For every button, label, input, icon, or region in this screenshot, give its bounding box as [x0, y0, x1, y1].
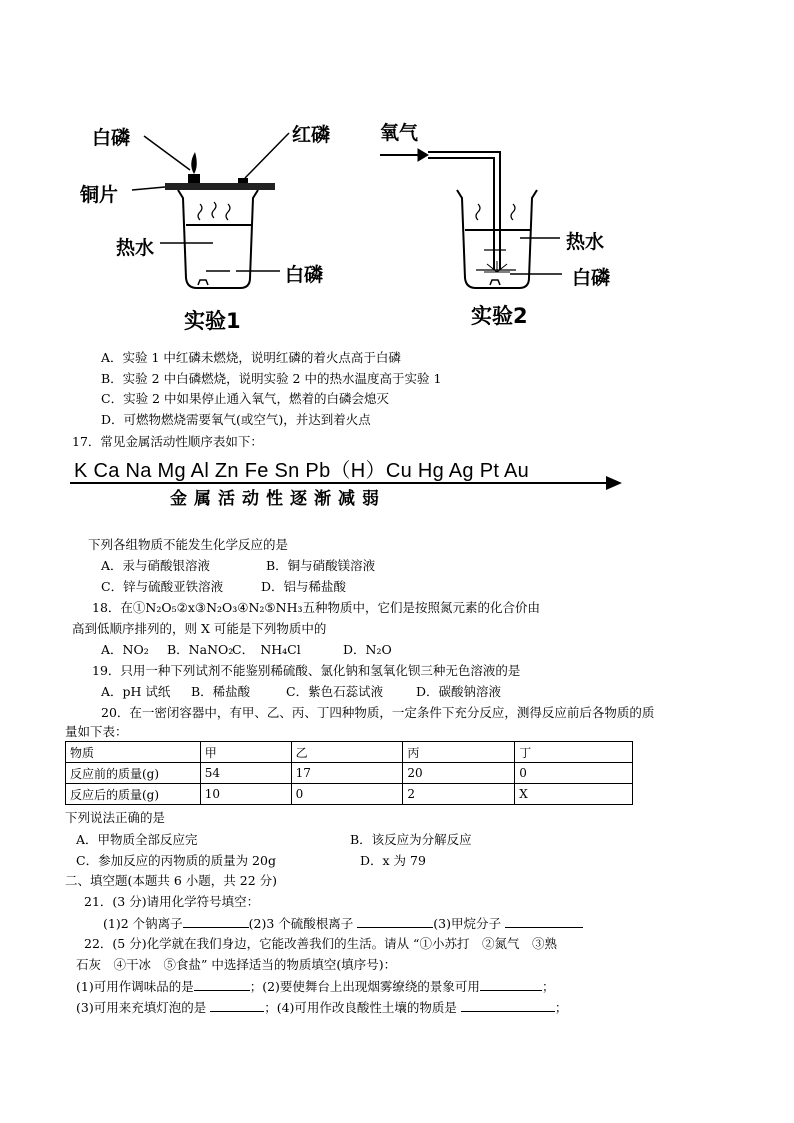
q18-option-a: A．NO₂ [101, 642, 149, 657]
table-header-cell: 丙 [403, 742, 515, 763]
q17-option-c: C．锌与硫酸亚铁溶液 [101, 579, 224, 594]
q22-blank-4[interactable] [461, 998, 555, 1012]
exp2-label-hot-water: 热水 [566, 231, 605, 253]
table-cell: 20 [403, 763, 515, 784]
red-phosphorus [238, 178, 248, 183]
q21-answers [103, 914, 583, 932]
q18-option-b: B．NaNO₂ [167, 642, 234, 657]
q16-option-c: C．实验 2 中如果停止通入氧气，燃着的白磷会熄灭 [101, 391, 389, 406]
q18-line2: 高到低顺序排列的，则 X 可能是下列物质中的 [72, 621, 327, 636]
exp2-label-oxygen: 氧气 [380, 122, 419, 144]
exp1-caption: 实验1 [184, 309, 241, 333]
q20-option-b: B．该反应为分解反应 [350, 832, 472, 847]
q22-blank-3[interactable] [210, 998, 264, 1012]
exp1-label-red-phosphorus: 红磷 [292, 124, 331, 146]
copper-plate [165, 183, 275, 190]
table-cell: 0 [291, 784, 403, 805]
q18-line1: 18．在①N₂O₅②x③N₂O₃④N₂⑤NH₃五种物质中，它们是按照氮元素的化合价由 [92, 600, 540, 615]
table-cell: 反应后的质量(g) [66, 784, 201, 805]
q22-part1-label: (1)可用作调味品的是 [76, 979, 194, 994]
q20-option-c: C．参加反应的丙物质的质量为 20g [76, 853, 276, 868]
table-cell: 10 [200, 784, 291, 805]
q20-question: 下列说法正确的是 [65, 810, 166, 825]
q21-blank-2[interactable] [357, 914, 433, 928]
q22-blank-1[interactable] [194, 977, 250, 991]
q16-option-b: B．实验 2 中白磷燃烧，说明实验 2 中的热水温度高于实验 1 [101, 371, 442, 386]
exp2-caption: 实验2 [471, 304, 528, 328]
q20-option-a: A．甲物质全部反应完 [76, 832, 198, 847]
exp2-label-white-phosphorus: 白磷 [572, 267, 611, 289]
table-cell: 2 [403, 784, 515, 805]
q22-semicolon: ； [554, 1000, 568, 1015]
q19-option-b: B．稀盐酸 [191, 684, 251, 699]
q17-option-d: D．铝与稀盐酸 [261, 579, 347, 594]
table-header-cell: 丁 [515, 742, 633, 763]
q22-row1 [76, 977, 554, 995]
q22-blank-2[interactable] [480, 977, 542, 991]
table-row [66, 763, 633, 784]
table-header-row [66, 742, 633, 763]
exp1-label-hot-water: 热水 [116, 237, 155, 259]
q17-option-b: B．铜与硝酸镁溶液 [266, 558, 376, 573]
q21-blank-1[interactable] [183, 914, 249, 928]
section-heading: 二、填空题(本题共 6 小题，共 22 分) [65, 873, 278, 888]
beaker-1 [178, 190, 258, 288]
q19-option-d: D．碳酸钠溶液 [416, 684, 502, 699]
q21-part2-label: (2)3 个硫酸根离子 [248, 916, 354, 931]
table-cell: 17 [291, 763, 403, 784]
table-cell: 反应前的质量(g) [66, 763, 201, 784]
q21-part1-label: (1)2 个钠离子 [103, 916, 183, 931]
q19-option-c: C．紫色石蕊试液 [286, 684, 384, 699]
q19-stem: 19．只用一种下列试剂不能鉴别稀硫酸、氯化钠和氢氧化钡三种无色溶液的是 [92, 663, 521, 678]
q22-line2: 石灰 ④干冰 ⑤食盐” 中选择适当的物质填空(填序号)： [76, 957, 397, 972]
q22-row2 [76, 998, 567, 1016]
q17-stem: 17．常见金属活动性顺序表如下： [72, 434, 263, 449]
table-cell: 54 [200, 763, 291, 784]
q22-part3-label: (3)可用来充填灯泡的是 [76, 1000, 207, 1015]
q22-line1: 22．(5 分)化学就在我们身边，它能改善我们的生活。请从 “①小苏打 ②氮气 ③熟 [84, 936, 557, 951]
white-phosphorus-top [188, 152, 200, 183]
q18-option-c: C． NH₄Cl [232, 642, 301, 657]
q22-part4-label: ；(4)可用作改良酸性土壤的物质是 [264, 1000, 457, 1015]
activity-trend-label: 金属活动性逐渐减弱 [170, 489, 386, 509]
q17-question: 下列各组物质不能发生化学反应的是 [88, 537, 289, 552]
exp1-label-white-phosphorus: 白磷 [92, 127, 131, 149]
q18-option-d: D．N₂O [343, 642, 392, 657]
table-cell: X [515, 784, 633, 805]
q22-part2-label: ；(2)要使舞台上出现烟雾缭绕的景象可用 [249, 979, 480, 994]
q20-line2: 量如下表： [65, 724, 128, 739]
q16-option-d: D．可燃物燃烧需要氧气(或空气)，并达到着火点 [101, 412, 371, 427]
oxygen-arrow [380, 149, 428, 161]
table-header-cell: 甲 [200, 742, 291, 763]
q21-blank-3[interactable] [505, 914, 583, 928]
q21-stem: 21．(3 分)请用化学符号填空： [84, 894, 260, 909]
table-header-cell: 物质 [66, 742, 201, 763]
exp1-label-white-phosphorus-bottom: 白磷 [285, 264, 324, 286]
experiment-diagram [0, 100, 794, 340]
mass-table [65, 741, 633, 805]
q20-option-d: D．x 为 79 [360, 853, 426, 868]
table-header-cell: 乙 [291, 742, 403, 763]
q20-line1: 20．在一密闭容器中，有甲、乙、丙、丁四种物质，一定条件下充分反应，测得反应前后各物质的质 [101, 705, 655, 720]
table-row [66, 784, 633, 805]
metal-activity-series: K Ca Na Mg Al Zn Fe Sn Pb（H）Cu Hg Ag Pt Au [74, 460, 530, 482]
q21-part3-label: (3)甲烷分子 [433, 916, 501, 931]
table-cell: 0 [515, 763, 633, 784]
exp1-label-copper: 铜片 [80, 184, 119, 206]
q22-semicolon: ； [541, 979, 555, 994]
q16-option-a: A．实验 1 中红磷未燃烧，说明红磷的着火点高于白磷 [101, 350, 401, 365]
q17-option-a: A．汞与硝酸银溶液 [101, 558, 211, 573]
q19-option-a: A．pH 试纸 [101, 684, 171, 699]
